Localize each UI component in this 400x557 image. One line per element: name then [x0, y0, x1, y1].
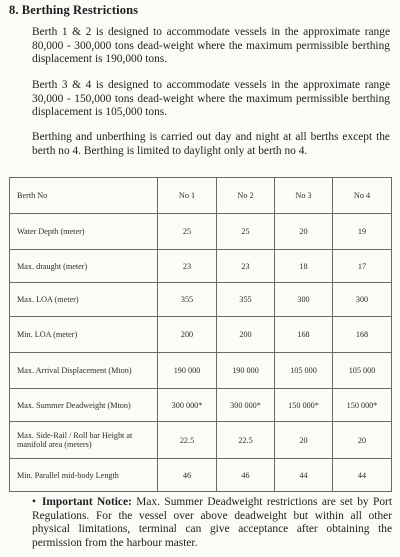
important-notice [32, 496, 392, 550]
table-row [10, 250, 392, 283]
row-label-cell: Min. LOA (meter) [10, 317, 158, 353]
table-row [10, 214, 392, 250]
table-row [10, 389, 392, 422]
value-cell: 300 [275, 283, 333, 317]
value-cell: 200 [158, 317, 217, 353]
value-cell: 46 [158, 459, 217, 492]
row-label-cell: Water Depth (meter) [10, 214, 158, 250]
paragraph-berthing-hours: Berthing and unberthing is carried out day and night at all berths except the berth no 4. Berthing is limited to daylight only at berth no 4. [32, 131, 390, 157]
value-cell: 190 000 [217, 353, 275, 389]
value-cell: 19 [333, 214, 392, 250]
value-cell: 105 000 [333, 353, 392, 389]
table-row [10, 283, 392, 317]
row-label-cell: Max. LOA (meter) [10, 283, 158, 317]
value-cell: 25 [217, 214, 275, 250]
value-cell: 300 000* [158, 389, 217, 422]
value-cell: 23 [158, 250, 217, 283]
value-cell: 20 [333, 422, 392, 459]
value-cell: 355 [217, 283, 275, 317]
value-cell: No 1 [158, 178, 217, 214]
row-label-cell: Max. Summer Deadweight (Mton) [10, 389, 158, 422]
value-cell: 20 [275, 214, 333, 250]
table-row [10, 422, 392, 459]
value-cell: 355 [158, 283, 217, 317]
value-cell: 150 000* [275, 389, 333, 422]
paragraph-berth-1-2: Berth 1 & 2 is designed to accommodate vessels in the approximate range 80,000 - 300,000 tons dead-weight where the maximum permissible berthing displacement is 190,000 tons. [32, 26, 390, 66]
table-row [10, 459, 392, 492]
value-cell: 25 [158, 214, 217, 250]
row-label-cell: Max. Side-Rail / Roll bar Height at manifold area (meters) [10, 422, 158, 459]
value-cell: 300 [333, 283, 392, 317]
value-cell: 150 000* [333, 389, 392, 422]
berth-restrictions-table [9, 177, 392, 492]
value-cell: No 4 [333, 178, 392, 214]
notice-label: Important Notice: [42, 496, 132, 508]
table-header-row [10, 178, 392, 214]
value-cell: 18 [275, 250, 333, 283]
value-cell: No 2 [217, 178, 275, 214]
value-cell: 105 000 [275, 353, 333, 389]
value-cell: 190 000 [158, 353, 217, 389]
value-cell: No 3 [275, 178, 333, 214]
row-label-cell: Max. draught (meter) [10, 250, 158, 283]
row-label-cell: Berth No [10, 178, 158, 214]
notice-text: Max. Summer Deadweight restrictions are set by Port Regulations. For the vessel over above deadweight but within all other physical limitations, terminal can give acceptance after obtaining the permission from the harbour master. [32, 496, 393, 549]
value-cell: 200 [217, 317, 275, 353]
value-cell: 44 [275, 459, 333, 492]
value-cell: 22.5 [158, 422, 217, 459]
value-cell: 23 [217, 250, 275, 283]
row-label-cell: Max. Arrival Displacement (Mton) [10, 353, 158, 389]
table-row [10, 353, 392, 389]
paragraph-berth-3-4: Berth 3 & 4 is designed to accommodate vessels in the approximate range 30,000 - 150,000 tons dead-weight where the maximum permissible berthing displacement is 105,000 tons. [32, 79, 390, 119]
row-label-cell: Min. Parallel mid-body Length [10, 459, 158, 492]
table-row [10, 317, 392, 353]
value-cell: 168 [333, 317, 392, 353]
value-cell: 168 [275, 317, 333, 353]
value-cell: 22.5 [217, 422, 275, 459]
value-cell: 20 [275, 422, 333, 459]
value-cell: 46 [217, 459, 275, 492]
notice-bullet: • [32, 496, 36, 508]
value-cell: 17 [333, 250, 392, 283]
value-cell: 300 000* [217, 389, 275, 422]
section-title: 8. Berthing Restrictions [9, 3, 139, 17]
value-cell: 44 [333, 459, 392, 492]
